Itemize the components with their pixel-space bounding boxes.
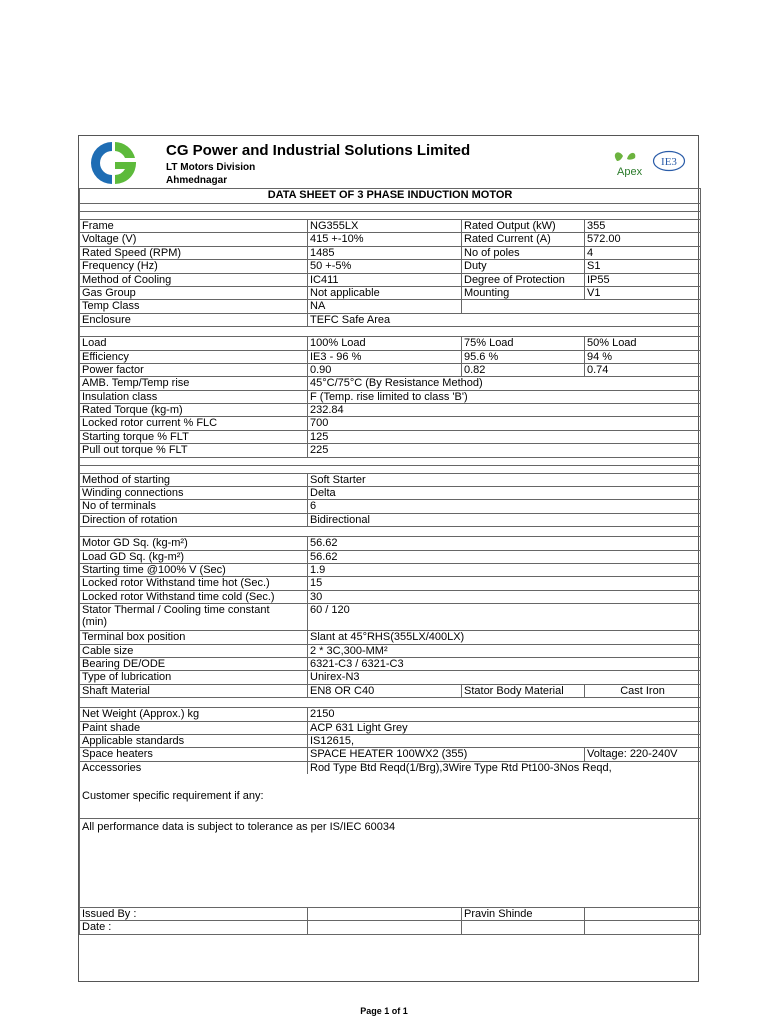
table-cell: Frame [80,220,308,233]
table-row [80,513,701,526]
apex-label: Apex [617,166,643,177]
table-cell [308,908,462,921]
table-cell: Enclosure [80,313,308,326]
header [79,136,698,188]
table-cell: Locked rotor current % FLC [80,417,308,430]
table-cell: 1.9 [308,563,701,576]
page-footer: Page 1 of 1 [360,1006,408,1016]
table-cell: Voltage (V) [80,233,308,246]
table-row [80,604,701,631]
table-cell: Rated Torque (kg-m) [80,404,308,417]
table-cell [462,921,585,934]
table-row [80,233,701,246]
table-cell: 30 [308,590,701,603]
table-row [80,473,701,486]
table-row [80,671,701,684]
table-cell: 232.84 [308,404,701,417]
table-cell: Starting time @100% V (Sec) [80,563,308,576]
table-cell: 1485 [308,246,462,259]
table-row [80,748,701,761]
table-row [80,708,701,721]
table-row [80,644,701,657]
table-row [80,577,701,590]
table-cell [80,204,701,212]
table-cell: AMB. Temp/Temp rise [80,377,308,390]
spacer-row [80,527,701,537]
table-cell: Rated Output (kW) [462,220,585,233]
table-row [80,246,701,259]
table-cell: Pull out torque % FLT [80,444,308,457]
division-name: LT Motors Division [166,162,256,173]
table-cell: IP55 [585,273,701,286]
table-cell: Power factor [80,363,308,376]
table-row [80,550,701,563]
table-cell: 2150 [308,708,701,721]
table-row [80,337,701,350]
table-row [80,537,701,550]
table-cell: 415 +-10% [308,233,462,246]
table-cell: 6 [308,500,701,513]
table-row [80,350,701,363]
table-cell: Insulation class [80,390,308,403]
table-cell [585,921,701,934]
table-row [80,404,701,417]
table-row [80,220,701,233]
table-row [80,444,701,457]
table-cell: Paint shade [80,721,308,734]
table-row [80,417,701,430]
table-row [80,921,701,934]
table-cell: Rod Type Btd Reqd(1/Brg),3Wire Type Rtd Pt100-3Nos Reqd, [308,761,701,774]
cell-text: (min) [82,616,108,629]
cg-logo-icon [85,138,141,188]
table-cell: Cast Iron [585,684,701,697]
table-cell [308,921,462,934]
ie3-badge-icon [652,150,686,172]
table-cell [80,457,701,465]
table-cell: V1 [585,286,701,299]
table-cell: IS12615, [308,734,701,747]
table-cell: 50 +-5% [308,260,462,273]
table-cell: Delta [308,487,701,500]
table-cell: Locked rotor Withstand time hot (Sec.) [80,577,308,590]
apex-leaf-icon [609,147,649,177]
table-cell: 225 [308,444,701,457]
table-cell: Issued By : [80,908,308,921]
table-cell: 4 [585,246,701,259]
table-row [80,590,701,603]
cell-text: Stator Thermal / Cooling time constant [82,604,270,617]
table-cell: TEFC Safe Area [308,313,701,326]
table-cell: Bidirectional [308,513,701,526]
table-cell [80,698,701,708]
spacer-row [80,327,701,337]
datasheet [78,135,699,982]
company-name: CG Power and Industrial Solutions Limited [166,142,471,159]
table-cell: 355 [585,220,701,233]
table-cell: IE3 - 96 % [308,350,462,363]
table-cell: ACP 631 Light Grey [308,721,701,734]
table-cell: Shaft Material [80,684,308,697]
table-row [80,734,701,747]
spacer-row [80,457,701,465]
table-cell: 572.00 [585,233,701,246]
table-cell: EN8 OR C40 [308,684,462,697]
spec-table [79,188,701,935]
spacer-row [80,212,701,220]
table-cell: Voltage: 220-240V [585,748,701,761]
table-cell [80,527,701,537]
table-cell: Mounting [462,286,585,299]
table-cell: 50% Load [585,337,701,350]
table-cell: Accessories [80,761,308,774]
table-row [80,286,701,299]
customer-requirement: Customer specific requirement if any: [80,774,701,819]
table-cell: F (Temp. rise limited to class 'B') [308,390,701,403]
table-cell: 0.82 [462,363,585,376]
table-cell: 95.6 % [462,350,585,363]
table-cell: 700 [308,417,701,430]
table-row [80,377,701,390]
table-cell: Locked rotor Withstand time cold (Sec.) [80,590,308,603]
table-cell: No of poles [462,246,585,259]
table-cell: Load GD Sq. (kg-m²) [80,550,308,563]
table-cell: Frequency (Hz) [80,260,308,273]
table-row [80,260,701,273]
table-cell: Load [80,337,308,350]
spacer-row [80,819,701,908]
table-cell: 56.62 [308,537,701,550]
table-row [80,500,701,513]
table-cell: Temp Class [80,300,308,313]
spacer-row [80,204,701,212]
table-cell: Slant at 45°RHS(355LX/400LX) [308,631,701,644]
table-cell: Space heaters [80,748,308,761]
table-cell: Gas Group [80,286,308,299]
table-cell: 94 % [585,350,701,363]
table-cell [80,327,701,337]
table-row [80,390,701,403]
spacer-row [80,189,701,204]
table-row [80,721,701,734]
table-cell: Method of starting [80,473,308,486]
table-cell: Motor GD Sq. (kg-m²) [80,537,308,550]
ie3-label: IE3 [661,156,677,168]
table-cell: Winding connections [80,487,308,500]
table-row [80,684,701,697]
spacer-row [80,465,701,473]
table-cell: Not applicable [308,286,462,299]
table-cell: 100% Load [308,337,462,350]
table-cell [80,212,701,220]
table-cell [80,604,308,631]
table-cell: Degree of Protection [462,273,585,286]
table-cell: 2 * 3C,300-MM² [308,644,701,657]
table-row [80,363,701,376]
table-cell: Rated Current (A) [462,233,585,246]
table-cell: Applicable standards [80,734,308,747]
table-cell: Unirex-N3 [308,671,701,684]
table-cell: Cable size [80,644,308,657]
table-cell: 56.62 [308,550,701,563]
table-cell: Direction of rotation [80,513,308,526]
table-cell: Method of Cooling [80,273,308,286]
table-row [80,631,701,644]
table-row [80,908,701,921]
table-row [80,430,701,443]
table-cell: Stator Body Material [462,684,585,697]
table-row [80,657,701,670]
table-cell: SPACE HEATER 100WX2 (355) [308,748,585,761]
table-cell [585,908,701,921]
table-cell: NA [308,300,462,313]
table-cell: Terminal box position [80,631,308,644]
table-cell: No of terminals [80,500,308,513]
table-cell: Duty [462,260,585,273]
table-cell: Soft Starter [308,473,701,486]
table-cell: Bearing DE/ODE [80,657,308,670]
table-cell: Starting torque % FLT [80,430,308,443]
table-row [80,563,701,576]
table-cell: 15 [308,577,701,590]
table-cell [462,300,701,313]
table-cell: 60 / 120 [308,604,701,631]
table-row [80,300,701,313]
spacer-row [80,774,701,819]
table-cell: 75% Load [462,337,585,350]
table-cell: Efficiency [80,350,308,363]
table-row [80,313,701,326]
table-row [80,761,701,774]
table-cell: 125 [308,430,701,443]
table-cell: 0.90 [308,363,462,376]
table-cell: IC411 [308,273,462,286]
table-row [80,273,701,286]
table-cell: Type of lubrication [80,671,308,684]
table-cell: S1 [585,260,701,273]
city-name: Ahmednagar [166,175,228,186]
tolerance-note: All performance data is subject to tolerance as per IS/IEC 60034 [80,819,701,908]
table-cell: Rated Speed (RPM) [80,246,308,259]
table-cell: Date : [80,921,308,934]
sheet-title: DATA SHEET OF 3 PHASE INDUCTION MOTOR [80,189,701,204]
spacer-row [80,698,701,708]
table-cell: NG355LX [308,220,462,233]
table-row [80,487,701,500]
table-cell: 6321-C3 / 6321-C3 [308,657,701,670]
table-cell: Net Weight (Approx.) kg [80,708,308,721]
table-cell: 45°C/75°C (By Resistance Method) [308,377,701,390]
table-cell: 0.74 [585,363,701,376]
table-cell [80,465,701,473]
table-cell: Pravin Shinde [462,908,585,921]
